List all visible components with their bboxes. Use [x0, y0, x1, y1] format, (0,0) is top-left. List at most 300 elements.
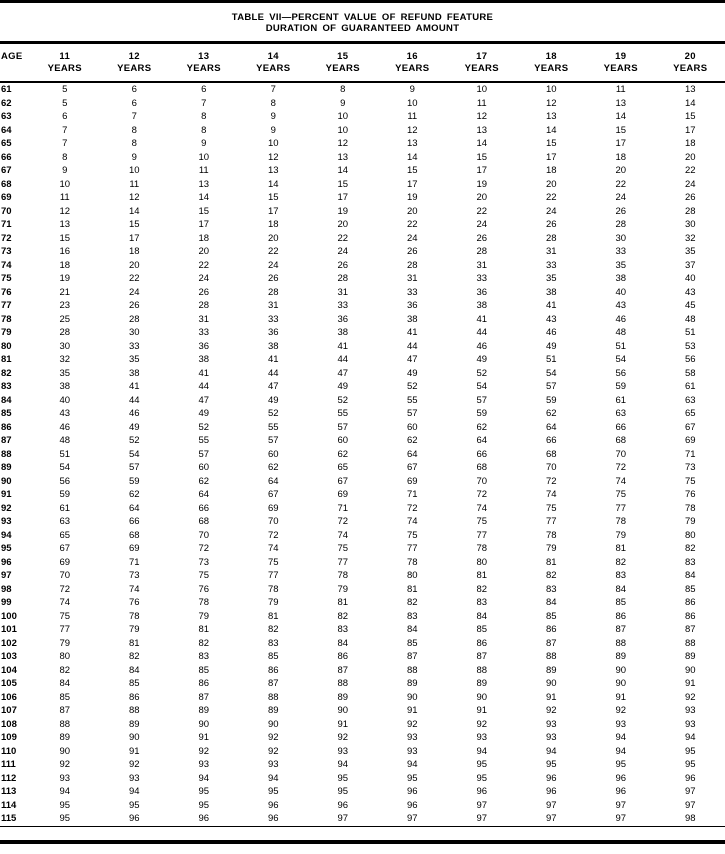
table-row	[0, 502, 725, 516]
value-cell: 89	[684, 651, 696, 662]
value-cell: 46	[545, 327, 557, 338]
year-column-header	[308, 44, 378, 82]
age-cell: 62	[1, 97, 12, 109]
value-cell: 93	[684, 718, 696, 730]
value-cell: 95	[684, 745, 696, 757]
age-cell: 96	[1, 556, 12, 568]
table-row	[0, 326, 725, 340]
value-cell: 15	[406, 165, 418, 176]
table-row	[0, 380, 725, 394]
value-cell: 62	[337, 448, 349, 460]
age-cell: 101	[1, 624, 17, 635]
value-cell: 47	[337, 367, 349, 379]
age-cell: 103	[1, 651, 17, 662]
value-cell: 60	[406, 421, 418, 433]
value-cell: 83	[545, 583, 557, 595]
value-cell: 35	[684, 246, 696, 257]
value-cell: 82	[406, 597, 418, 608]
value-cell: 66	[128, 516, 140, 527]
value-cell: 90	[128, 732, 140, 743]
value-cell: 78	[406, 556, 418, 568]
table-row	[0, 704, 725, 718]
value-cell: 83	[615, 570, 627, 581]
value-cell: 90	[406, 691, 418, 703]
value-cell: 72	[545, 475, 557, 487]
year-number: 16	[406, 51, 418, 62]
value-cell: 88	[337, 678, 349, 689]
value-cell: 8	[62, 151, 68, 163]
value-cell: 92	[198, 745, 210, 757]
value-cell: 87	[198, 691, 210, 703]
value-cell: 94	[406, 759, 418, 770]
value-cell: 96	[406, 786, 418, 797]
value-cell: 93	[59, 772, 71, 784]
value-cell: 12	[476, 111, 488, 122]
value-cell: 91	[198, 732, 210, 743]
bottom-gap	[0, 827, 725, 840]
value-cell: 71	[337, 502, 349, 514]
table-row	[0, 124, 725, 138]
value-cell: 28	[684, 205, 696, 217]
value-cell: 79	[545, 543, 557, 554]
table-row	[0, 691, 725, 705]
value-cell: 83	[267, 637, 279, 649]
value-cell: 64	[545, 421, 557, 433]
value-cell: 95	[406, 772, 418, 784]
value-cell: 15	[128, 219, 140, 230]
value-cell: 79	[615, 529, 627, 541]
value-cell: 58	[684, 367, 696, 379]
value-cell: 94	[615, 745, 627, 757]
value-cell: 81	[128, 637, 140, 649]
value-cell: 14	[128, 205, 140, 217]
table-row	[0, 448, 725, 462]
value-cell: 96	[198, 813, 210, 824]
age-cell: 113	[1, 786, 17, 797]
value-cell: 28	[267, 286, 279, 298]
value-cell: 49	[476, 354, 488, 365]
value-cell: 8	[270, 97, 276, 109]
value-cell: 18	[615, 151, 627, 163]
value-cell: 78	[198, 597, 210, 608]
value-cell: 9	[201, 138, 207, 149]
table-row	[0, 259, 725, 273]
value-cell: 25	[59, 313, 71, 325]
value-cell: 44	[476, 327, 488, 338]
table-row	[0, 772, 725, 786]
value-cell: 43	[684, 286, 696, 298]
value-cell: 89	[198, 705, 210, 716]
value-cell: 24	[128, 286, 140, 298]
age-column-header: AGE	[0, 44, 30, 82]
value-cell: 17	[545, 151, 557, 163]
value-cell: 74	[615, 475, 627, 487]
age-cell: 80	[1, 340, 12, 352]
value-cell: 44	[198, 381, 210, 392]
value-cell: 72	[267, 529, 279, 541]
value-cell: 55	[406, 394, 418, 406]
value-cell: 79	[337, 583, 349, 595]
value-cell: 24	[545, 205, 557, 217]
value-cell: 52	[128, 435, 140, 446]
table-row	[0, 97, 725, 111]
value-cell: 85	[406, 637, 418, 649]
value-cell: 92	[684, 691, 696, 703]
value-cell: 68	[476, 462, 488, 473]
value-cell: 17	[128, 232, 140, 244]
value-cell: 84	[406, 624, 418, 635]
value-cell: 75	[545, 502, 557, 514]
value-cell: 35	[59, 367, 71, 379]
age-cell: 95	[1, 543, 12, 554]
value-cell: 33	[545, 259, 557, 271]
value-cell: 36	[198, 340, 210, 352]
year-column-header	[30, 44, 100, 82]
value-cell: 57	[267, 435, 279, 446]
value-cell: 44	[337, 354, 349, 365]
age-cell: 81	[1, 354, 12, 365]
value-cell: 96	[267, 813, 279, 824]
value-cell: 28	[476, 246, 488, 257]
value-cell: 36	[267, 327, 279, 338]
value-cell: 82	[267, 624, 279, 635]
age-cell: 71	[1, 219, 12, 230]
value-cell: 92	[545, 705, 557, 716]
value-cell: 63	[684, 394, 696, 406]
value-cell: 26	[406, 246, 418, 257]
value-cell: 90	[337, 705, 349, 716]
table-row	[0, 785, 725, 799]
value-cell: 13	[684, 84, 696, 95]
value-cell: 86	[128, 691, 140, 703]
value-cell: 62	[267, 462, 279, 473]
value-cell: 49	[198, 408, 210, 419]
value-cell: 59	[476, 408, 488, 419]
value-cell: 70	[198, 529, 210, 541]
value-cell: 15	[267, 192, 279, 203]
value-cell: 91	[128, 745, 140, 757]
year-unit-label: YEARS	[117, 63, 152, 74]
value-cell: 74	[128, 583, 140, 595]
value-cell: 17	[406, 178, 418, 190]
value-cell: 7	[131, 111, 137, 122]
value-cell: 13	[337, 151, 349, 163]
value-cell: 95	[476, 772, 488, 784]
value-cell: 54	[615, 354, 627, 365]
value-cell: 84	[476, 610, 488, 622]
value-cell: 11	[476, 97, 487, 109]
value-cell: 87	[545, 637, 557, 649]
value-cell: 41	[545, 300, 557, 311]
value-cell: 96	[406, 799, 418, 811]
value-cell: 96	[545, 786, 557, 797]
age-cell: 89	[1, 462, 12, 473]
value-cell: 22	[684, 165, 696, 176]
table-row	[0, 664, 725, 678]
value-cell: 60	[337, 435, 349, 446]
year-column-header	[447, 44, 517, 82]
value-cell: 26	[337, 259, 349, 271]
age-cell: 114	[1, 799, 17, 811]
value-cell: 88	[59, 718, 71, 730]
age-cell: 78	[1, 313, 12, 325]
value-cell: 55	[267, 421, 279, 433]
value-cell: 36	[337, 313, 349, 325]
value-cell: 79	[684, 516, 696, 527]
value-cell: 20	[615, 165, 627, 176]
value-cell: 52	[267, 408, 279, 419]
value-cell: 70	[545, 462, 557, 473]
age-cell: 76	[1, 286, 12, 298]
value-cell: 28	[615, 219, 627, 230]
value-cell: 14	[198, 192, 210, 203]
value-cell: 33	[615, 246, 627, 257]
value-cell: 10	[198, 151, 210, 163]
age-cell: 77	[1, 300, 12, 311]
year-number: 17	[476, 51, 488, 62]
year-column-header	[517, 44, 587, 82]
value-cell: 67	[406, 462, 418, 473]
year-number: 11	[59, 51, 71, 62]
value-cell: 11	[59, 192, 70, 203]
year-column-header	[239, 44, 309, 82]
value-cell: 64	[406, 448, 418, 460]
value-cell: 89	[128, 718, 140, 730]
year-unit-label: YEARS	[186, 63, 221, 74]
value-cell: 22	[476, 205, 488, 217]
value-cell: 12	[59, 205, 71, 217]
value-cell: 26	[615, 205, 627, 217]
table-row	[0, 799, 725, 813]
year-unit-label: YEARS	[256, 63, 291, 74]
value-cell: 90	[198, 718, 210, 730]
value-cell: 88	[267, 691, 279, 703]
value-cell: 85	[684, 583, 696, 595]
value-cell: 60	[198, 462, 210, 473]
value-cell: 88	[615, 637, 627, 649]
value-cell: 96	[615, 786, 627, 797]
value-cell: 11	[407, 111, 418, 122]
value-cell: 67	[337, 475, 349, 487]
value-cell: 91	[615, 691, 627, 703]
value-cell: 11	[615, 84, 626, 95]
value-cell: 80	[59, 651, 71, 662]
value-cell: 81	[337, 597, 349, 608]
age-cell: 85	[1, 408, 12, 419]
value-cell: 89	[59, 732, 71, 743]
value-cell: 77	[267, 570, 279, 581]
value-cell: 52	[476, 367, 488, 379]
value-cell: 97	[545, 813, 557, 824]
age-cell: 90	[1, 475, 12, 487]
value-cell: 96	[615, 772, 627, 784]
value-cell: 49	[545, 340, 557, 352]
year-column-header	[586, 44, 656, 82]
value-cell: 46	[128, 408, 140, 419]
value-cell: 17	[267, 205, 279, 217]
value-cell: 71	[684, 448, 696, 460]
value-cell: 97	[545, 799, 557, 811]
value-cell: 7	[62, 138, 68, 149]
table-row	[0, 488, 725, 502]
value-cell: 57	[545, 381, 557, 392]
value-cell: 95	[128, 799, 140, 811]
value-cell: 10	[337, 111, 349, 122]
value-cell: 87	[59, 705, 71, 716]
value-cell: 97	[684, 786, 696, 797]
table-row	[0, 82, 725, 97]
value-cell: 49	[406, 367, 418, 379]
value-cell: 15	[684, 111, 696, 122]
value-cell: 20	[128, 259, 140, 271]
year-number: 20	[684, 51, 696, 62]
value-cell: 78	[615, 516, 627, 527]
value-cell: 94	[337, 759, 349, 770]
value-cell: 13	[267, 165, 279, 176]
value-cell: 51	[59, 448, 71, 460]
value-cell: 51	[684, 327, 696, 338]
value-cell: 81	[615, 543, 627, 554]
value-cell: 89	[545, 664, 557, 676]
value-cell: 14	[684, 97, 696, 109]
value-cell: 69	[684, 435, 696, 446]
value-cell: 48	[59, 435, 71, 446]
value-cell: 93	[198, 759, 210, 770]
value-cell: 15	[337, 178, 349, 190]
value-cell: 56	[59, 475, 71, 487]
table-row	[0, 299, 725, 313]
value-cell: 89	[615, 651, 627, 662]
value-cell: 78	[337, 570, 349, 581]
value-cell: 93	[406, 745, 418, 757]
value-cell: 65	[59, 529, 71, 541]
table-row	[0, 812, 725, 826]
value-cell: 45	[684, 300, 696, 311]
value-cell: 89	[267, 705, 279, 716]
value-cell: 33	[337, 300, 349, 311]
age-cell: 100	[1, 610, 17, 622]
value-cell: 48	[615, 327, 627, 338]
age-cell: 67	[1, 165, 12, 176]
age-cell: 111	[1, 759, 16, 770]
value-cell: 28	[406, 259, 418, 271]
value-cell: 97	[406, 813, 418, 824]
value-cell: 96	[337, 799, 349, 811]
value-cell: 95	[476, 759, 488, 770]
value-cell: 49	[337, 381, 349, 392]
table-row	[0, 529, 725, 543]
age-cell: 79	[1, 327, 12, 338]
value-cell: 84	[337, 637, 349, 649]
value-cell: 28	[545, 232, 557, 244]
value-cell: 15	[545, 138, 557, 149]
value-cell: 98	[684, 813, 696, 824]
value-cell: 53	[684, 340, 696, 352]
value-cell: 13	[545, 111, 557, 122]
value-cell: 93	[406, 732, 418, 743]
value-cell: 9	[131, 151, 137, 163]
value-cell: 90	[476, 691, 488, 703]
value-cell: 57	[406, 408, 418, 419]
value-cell: 31	[476, 259, 488, 271]
table-row	[0, 731, 725, 745]
value-cell: 78	[684, 502, 696, 514]
value-cell: 36	[406, 300, 418, 311]
value-cell: 20	[267, 232, 279, 244]
value-cell: 35	[615, 259, 627, 271]
table-row	[0, 421, 725, 435]
value-cell: 95	[59, 799, 71, 811]
value-cell: 28	[337, 273, 349, 284]
table-row	[0, 394, 725, 408]
value-cell: 91	[476, 705, 488, 716]
age-cell: 65	[1, 138, 12, 149]
year-unit-label: YEARS	[47, 63, 82, 74]
table-row	[0, 461, 725, 475]
value-cell: 8	[131, 124, 137, 136]
age-cell: 83	[1, 381, 12, 392]
value-cell: 28	[128, 313, 140, 325]
value-cell: 90	[545, 678, 557, 689]
refund-table-header	[0, 44, 725, 82]
value-cell: 8	[131, 138, 137, 149]
value-cell: 69	[267, 502, 279, 514]
age-cell: 61	[1, 84, 12, 95]
value-cell: 67	[684, 421, 696, 433]
age-cell: 115	[1, 813, 17, 824]
value-cell: 20	[406, 205, 418, 217]
value-cell: 92	[406, 718, 418, 730]
value-cell: 44	[128, 394, 140, 406]
value-cell: 93	[545, 732, 557, 743]
age-cell: 84	[1, 394, 12, 406]
table-row	[0, 650, 725, 664]
value-cell: 78	[267, 583, 279, 595]
refund-table-body	[0, 82, 725, 826]
value-cell: 95	[337, 786, 349, 797]
value-cell: 12	[128, 192, 140, 203]
year-unit-label: YEARS	[534, 63, 569, 74]
value-cell: 55	[198, 435, 210, 446]
value-cell: 26	[267, 273, 279, 284]
value-cell: 80	[406, 570, 418, 581]
value-cell: 91	[545, 691, 557, 703]
value-cell: 77	[406, 543, 418, 554]
value-cell: 20	[545, 178, 557, 190]
value-cell: 38	[128, 367, 140, 379]
table-row	[0, 556, 725, 570]
age-cell: 108	[1, 718, 17, 730]
value-cell: 10	[128, 165, 140, 176]
value-cell: 54	[476, 381, 488, 392]
value-cell: 96	[684, 772, 696, 784]
value-cell: 70	[59, 570, 71, 581]
value-cell: 70	[267, 516, 279, 527]
table-row	[0, 542, 725, 556]
value-cell: 66	[545, 435, 557, 446]
value-cell: 92	[267, 732, 279, 743]
year-number: 15	[337, 51, 349, 62]
value-cell: 64	[198, 489, 210, 500]
value-cell: 75	[476, 516, 488, 527]
value-cell: 63	[59, 516, 71, 527]
value-cell: 89	[337, 691, 349, 703]
value-cell: 66	[476, 448, 488, 460]
value-cell: 95	[684, 759, 696, 770]
value-cell: 64	[128, 502, 140, 514]
value-cell: 55	[337, 408, 349, 419]
value-cell: 94	[476, 745, 488, 757]
